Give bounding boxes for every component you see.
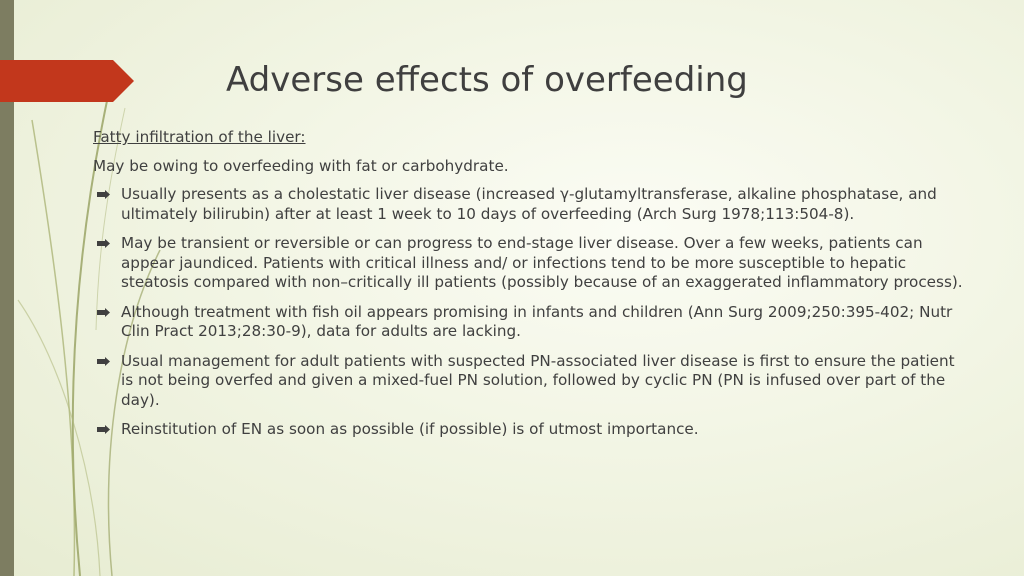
bullet-item [93,185,963,224]
arrow-bullet-icon [97,190,110,199]
bullet-text: Reinstitution of EN as soon as possible (if possible) is of utmost importance. [121,420,699,438]
section-heading-text: Fatty infiltration of the liver: [93,128,306,146]
bullet-item [93,352,963,411]
arrow-bullet-icon [97,425,110,434]
section-subheading: May be owing to overfeeding with fat or carbohydrate. [93,156,509,175]
decor-curve-2 [32,120,74,576]
arrow-bullet-icon [97,308,110,317]
section-heading [93,128,963,148]
bullet-item [93,303,963,342]
slide-title: Adverse effects of overfeeding [226,60,748,100]
bullet-item [93,420,963,440]
bullet-text: Although treatment with fish oil appears promising in infants and children (Ann Surg 2009;250:395-402; Nutr Clin Pract 2013;28:30-9), data for adults are lacking. [121,302,953,340]
bullet-text: May be transient or reversible or can progress to end-stage liver disease. Over a few weeks, patients can appear jaundiced. Patients with critical illness and/ or infections tend to be more susceptible to hepatic steatosis compared with non–critically ill patients (possibly because of an exaggerated inflammatory process). [121,234,963,291]
arrow-bullet-icon [97,357,110,366]
slide-content [93,128,963,450]
bullet-text: Usually presents as a cholestatic liver disease (increased γ-glutamyltransferase, alkaline phosphatase, and ultimately bilirubin) after at least 1 week to 10 days of overfeeding (Arch Surg 1978;113:504-8). [121,185,937,223]
bullet-item [93,234,963,293]
bullet-text: Usual management for adult patients with suspected PN-associated liver disease is first to ensure the patient is not being overfed and given a mixed-fuel PN solution, followed by cyclic PN (PN is infused over part of the day). [121,351,955,409]
bullet-list [93,185,963,440]
title-arrow-accent [0,60,134,102]
arrow-bullet-icon [97,239,110,248]
decor-curve-4 [18,300,100,576]
